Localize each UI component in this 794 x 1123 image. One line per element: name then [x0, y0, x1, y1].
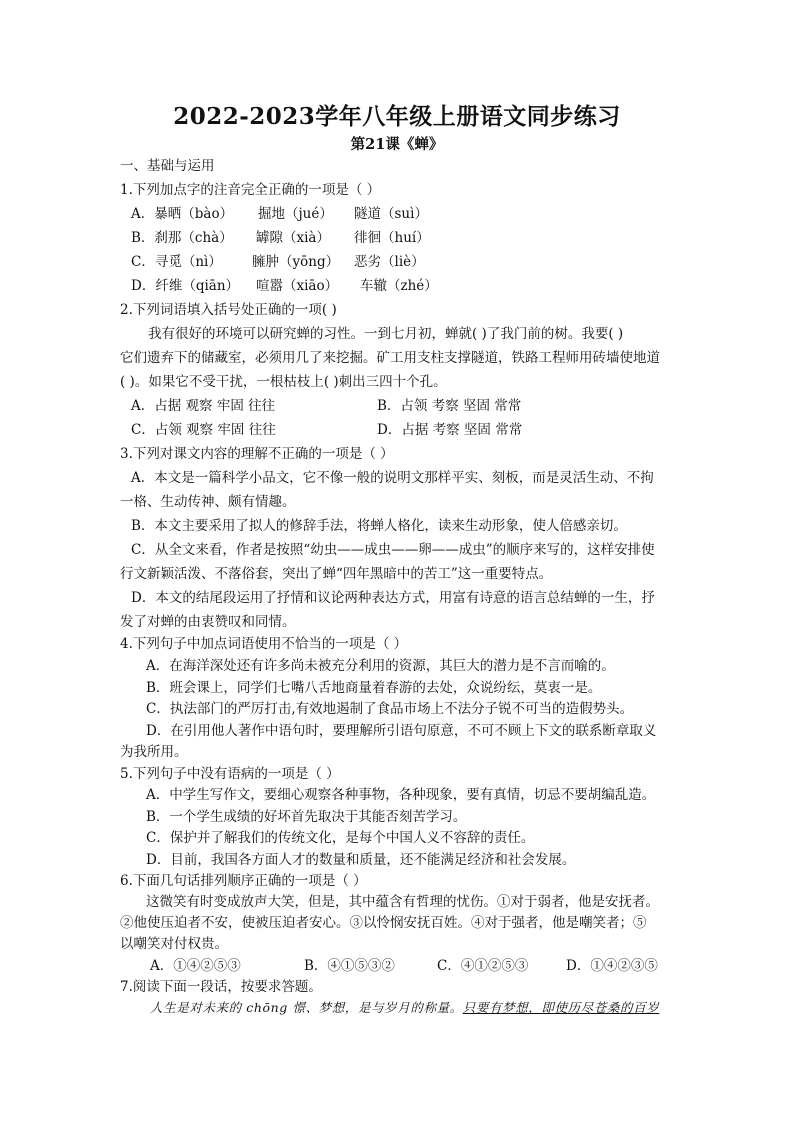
q1-option-d-word2: 喧嚣（xiāo） [256, 278, 339, 294]
q6-passage-line: 以嘲笑对付权贵。 [120, 936, 228, 952]
q1-option-a-word2: 掘地（jué） [258, 206, 333, 222]
q2-passage-line: 它们遗弃下的储藏室，必须用几了来挖掘。矿工用支柱支撑隧道，铁路工程师用砖墙使地道 [120, 350, 660, 366]
q2-passage-line: 我有很好的环境可以研究蝉的习性。一到七月初，蝉就( )了我门前的树。我要( ) [148, 326, 624, 342]
q6-option-d: D．①④②③⑤ [566, 958, 658, 974]
q7-passage-text: 人生是对未来的 chōng 憬、梦想，是与岁月的称量。 [150, 1000, 463, 1015]
q1-option-c-word3: 恶劣（liè） [354, 254, 425, 270]
q1-option-b-word3: 徘徊（huí） [354, 230, 430, 246]
q4-option-a: A．在海洋深处还有许多尚未被充分利用的资源，其巨大的潜力是不言而喻的。 [146, 658, 615, 674]
q1-option-d-word1: D．纤维（qiān） [131, 278, 240, 294]
q4-option-b: B．班会课上，同学们七嘴八舌地商量着春游的去处，众说纷纭，莫衷一是。 [146, 680, 602, 696]
q2-option-a: A．占据 观察 牢固 往往 [131, 398, 276, 414]
q7-underlined-sentence: 只要有梦想，即使历尽苍桑的百岁 [462, 1000, 660, 1015]
q5-option-d: D．目前，我国各方面人才的数量和质量，还不能满足经济和社会发展。 [146, 852, 576, 868]
q1-option-c-word2: 臃肿（yōng） [252, 254, 340, 270]
q3-stem: 3.下列对课文内容的理解不正确的一项是（ ） [120, 446, 394, 462]
q3-option-c: C．从全文来看，作者是按照“幼虫——成虫——卵——成虫”的顺序来写的，这样安排使 [131, 542, 655, 558]
q1-option-a-word1: A．暴晒（bào） [131, 206, 234, 222]
q4-option-d-cont: 为我所用。 [120, 744, 188, 760]
q2-option-b: B．占领 考察 坚固 常常 [377, 398, 522, 414]
q6-option-a: A．①④②⑤③ [150, 958, 241, 974]
q1-option-d-word3: 车辙（zhé） [360, 278, 438, 294]
q6-option-c: C．④①②⑤③ [437, 958, 529, 974]
q6-passage-line: ②他使压迫者不安，使被压迫者安心。③以怜悯安抚百姓。④对于强者，他是嘲笑者；⑤ [120, 915, 647, 931]
lesson-subtitle: 第21课《蝉》 [350, 136, 444, 153]
q3-option-d-cont: 发了对蝉的由衷赞叹和同情。 [120, 614, 296, 630]
q1-stem: 1.下列加点字的注音完全正确的一项是（ ） [120, 182, 381, 198]
q3-option-a-cont: 一格、生动传神、颇有情趣。 [120, 494, 296, 510]
q1-option-b-word2: 罅隙（xià） [256, 230, 330, 246]
q4-stem: 4.下列句子中加点词语使用不恰当的一项是（ ） [120, 636, 408, 652]
q4-option-d: D．在引用他人著作中语句时，要理解所引语句原意，不可不顾上下文的联系断章取义 [146, 723, 657, 739]
q5-option-b: B．一个学生成绩的好坏首先取决于其能否刻苦学习。 [146, 809, 467, 825]
q6-option-b: B．④①⑤③② [304, 958, 395, 974]
section-heading: 一、基础与运用 [120, 158, 215, 174]
q3-option-b: B．本文主要采用了拟人的修辞手法，将蝉人格化，读来生动形象，使人倍感亲切。 [131, 518, 627, 534]
q3-option-c-cont: 行文新颖活泼、不落俗套，突出了蝉“四年黑暗中的苦工”这一重要特点。 [120, 566, 553, 582]
q2-stem: 2.下列词语填入括号处正确的一项( ) [120, 302, 337, 318]
q2-option-c: C．占领 观察 牢固 往往 [131, 422, 276, 438]
q1-option-a-word3: 隧道（suì） [354, 206, 428, 222]
page-title: 2022-2023学年八年级上册语文同步练习 [173, 103, 621, 130]
q7-stem: 7.阅读下面一段话，按要求答题。 [120, 979, 322, 995]
q3-option-a: A．本文是一篇科学小品文，它不像一般的说明文那样平实、刻板，而是灵活生动、不拘 [131, 470, 654, 486]
q5-option-c: C．保护并了解我们的传统文化，是每个中国人义不容辞的责任。 [146, 830, 535, 846]
q6-passage-line: 这微笑有时变成放声大笑，但是，其中蕴含有哲理的忧伤。①对于弱者，他是安抚者。 [146, 894, 659, 910]
q3-option-d: D．本文的结尾段运用了抒情和议论两种表达方式，用富有诗意的语言总结蝉的一生，抒 [131, 590, 655, 606]
q4-option-c: C．执法部门的严厉打击,有效地遏制了食品市场上不法分子锐不可当的造假势头。 [146, 701, 634, 717]
q7-passage-line [150, 999, 659, 1017]
q2-option-d: D．占据 考察 坚固 常常 [377, 422, 523, 438]
q5-option-a: A．中学生写作文，要细心观察各种事物，各种现象，要有真情，切忌不要胡编乱造。 [146, 787, 656, 803]
q6-stem: 6.下面几句话排列顺序正确的一项是（ ） [120, 873, 367, 889]
q1-option-c-word1: C．寻觅（nì） [131, 254, 222, 270]
q5-stem: 5.下列句子中没有语病的一项是（ ） [120, 766, 340, 782]
q1-option-b-word1: B．刹那（chà） [131, 230, 233, 246]
q2-passage-line: ( )。如果它不受干扰，一根枯枝上( )刺出三四十个孔。 [120, 374, 447, 390]
